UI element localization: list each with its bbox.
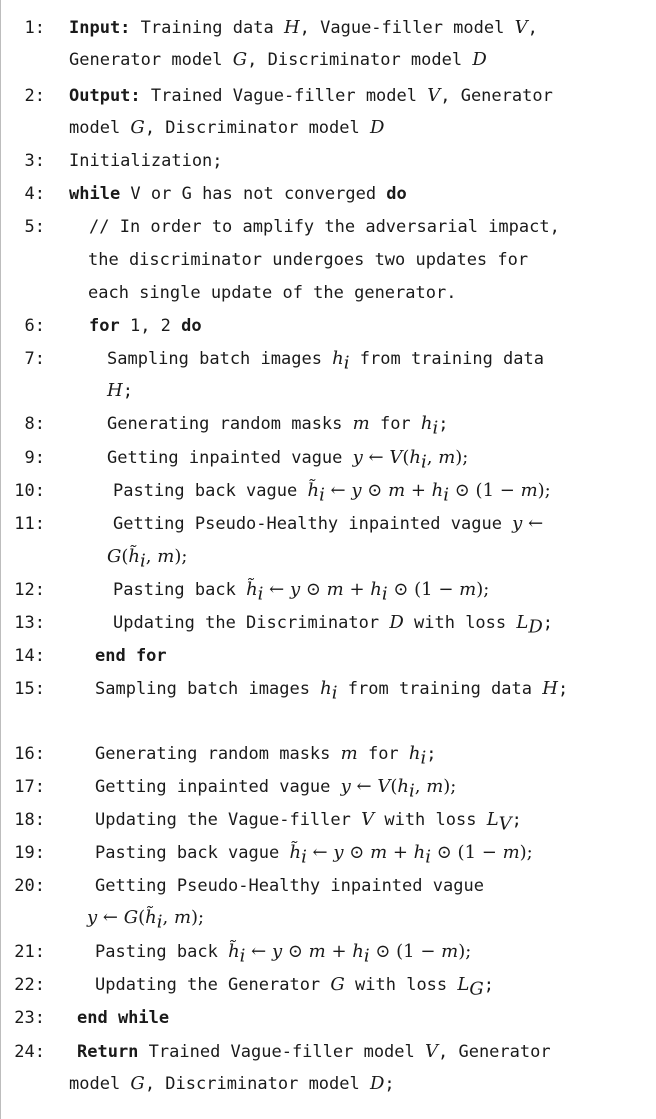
algo-line-2 — [5, 84, 652, 108]
algo-line-9 — [5, 446, 652, 474]
math-symbol: h — [320, 678, 332, 699]
algo-line-2-cont — [69, 116, 384, 140]
line-text — [69, 678, 569, 704]
line-number: 5: — [24, 217, 45, 237]
text-segment: Sampling batch images — [107, 349, 333, 369]
math-symbol: h̃ — [289, 842, 302, 863]
math-symbol: h — [409, 447, 421, 468]
algo-line-12 — [5, 578, 652, 606]
line-number: 8: — [24, 414, 45, 434]
text-segment: Trained Vague-filler model — [138, 1042, 425, 1062]
algo-line-24 — [5, 1040, 652, 1064]
text-segment: Training data — [130, 18, 284, 38]
text-segment: with loss — [403, 613, 517, 633]
math-symbol: m — [388, 480, 406, 501]
text-segment: Getting inpainted vague — [95, 777, 341, 797]
keyword: while — [69, 184, 121, 204]
math-symbol: ← — [362, 447, 390, 468]
line-text — [69, 217, 560, 237]
math-symbol: i — [156, 911, 163, 933]
line-text — [69, 447, 469, 473]
line-number: 6: — [24, 316, 45, 336]
math-symbol: h — [397, 776, 409, 797]
math-symbol: i — [432, 417, 439, 439]
math-symbol: ⊙ — [300, 579, 327, 600]
math-symbol: V — [361, 809, 375, 830]
math-symbol: V — [425, 1041, 438, 1062]
algo-line-8 — [5, 412, 652, 440]
text-segment: ; — [122, 381, 133, 401]
text-segment: from training data — [349, 349, 544, 369]
math-symbol: i — [319, 484, 325, 506]
math-symbol: i — [343, 352, 350, 374]
line-text — [69, 579, 490, 605]
math-symbol: i — [425, 846, 432, 868]
text-segment: , Discriminator model — [144, 118, 370, 138]
text-segment: ; — [511, 810, 522, 830]
math-symbol: ← — [350, 776, 378, 797]
math-symbol: m — [502, 842, 520, 863]
math-symbol: V — [427, 85, 441, 106]
line-text — [69, 612, 554, 638]
line-number: 4: — [24, 184, 45, 204]
math-symbol: y — [289, 579, 301, 600]
line-text — [69, 151, 223, 171]
math-symbol: h — [420, 413, 433, 434]
math-symbol: i — [420, 747, 427, 769]
line-text — [69, 18, 538, 38]
math-symbol: H — [107, 380, 123, 401]
text-segment: , — [527, 18, 538, 38]
line-text — [69, 348, 544, 374]
math-symbol: i — [140, 550, 146, 572]
line-number: 18: — [14, 810, 45, 830]
math-symbol: L — [486, 809, 499, 830]
text-segment: for — [357, 744, 409, 764]
math-symbol: ← — [263, 579, 290, 600]
text-segment: model — [69, 118, 131, 138]
algo-line-18 — [5, 808, 652, 836]
math-symbol: + — [387, 842, 414, 863]
algo-line-5-cont — [88, 248, 528, 272]
math-symbol: i — [331, 682, 338, 704]
algo-line-11 — [5, 512, 652, 536]
math-symbol: + — [343, 579, 371, 600]
math-symbol: h — [408, 743, 421, 764]
line-text — [69, 1042, 551, 1062]
math-symbol: ⊙ — [282, 941, 309, 962]
algo-line-19 — [5, 841, 652, 869]
line-number: 17: — [14, 777, 45, 797]
text-segment: ; — [438, 414, 449, 434]
text-segment: from training data — [337, 679, 543, 699]
math-symbol: h̃ — [228, 941, 240, 962]
algo-line-7 — [5, 347, 652, 375]
math-symbol: ⊙ (1 − — [431, 842, 503, 863]
math-symbol: ( — [402, 447, 410, 468]
text-segment: Generator model — [69, 50, 233, 70]
math-symbol: D — [369, 117, 385, 138]
math-symbol: i — [408, 780, 415, 802]
math-symbol: ( — [121, 546, 129, 567]
line-text — [69, 646, 167, 666]
line-text — [69, 974, 494, 1000]
line-text — [69, 184, 407, 204]
math-symbol: m — [441, 941, 459, 962]
math-symbol: h̃ — [246, 579, 258, 600]
text-segment: ; — [557, 679, 569, 699]
algo-line-20-cont — [87, 906, 204, 934]
math-symbol: ); — [191, 907, 205, 928]
text-segment: Pasting back — [113, 580, 247, 600]
math-symbol: y — [333, 842, 344, 863]
line-number: 2: — [24, 86, 45, 106]
text-segment: , Discriminator model — [247, 50, 473, 70]
math-symbol: , — [426, 447, 439, 468]
math-symbol: m — [438, 447, 456, 468]
math-symbol: h — [370, 579, 382, 600]
text-segment: model — [69, 1074, 131, 1094]
math-symbol: h — [413, 842, 426, 863]
algo-line-10 — [5, 479, 652, 507]
line-number: 15: — [14, 679, 45, 699]
line-number: 9: — [24, 448, 45, 468]
keyword: for — [89, 316, 120, 336]
line-number: 16: — [14, 744, 45, 764]
line-number: 20: — [14, 876, 45, 896]
text-segment: Generating random masks — [95, 744, 341, 764]
math-symbol: ); — [174, 546, 188, 567]
line-text — [69, 876, 484, 896]
math-symbol: h — [431, 480, 444, 501]
math-symbol: m — [459, 579, 477, 600]
text-segment: ; — [426, 744, 437, 764]
math-symbol: i — [301, 846, 307, 868]
math-symbol: i — [381, 583, 388, 605]
math-symbol: ⊙ (1 − — [387, 579, 460, 600]
math-symbol: G — [130, 117, 145, 138]
math-symbol: i — [420, 451, 427, 473]
line-number: 23: — [14, 1008, 45, 1028]
keyword: Return — [77, 1042, 139, 1062]
text-segment: each single update of the generator. — [88, 283, 457, 303]
math-symbol: ← — [245, 941, 272, 962]
math-symbol: ⊙ (1 − — [369, 941, 442, 962]
math-symbol: i — [257, 583, 264, 605]
algo-line-1 — [5, 16, 652, 40]
algo-line-23 — [5, 1006, 652, 1030]
math-symbol: ⊙ — [343, 842, 371, 863]
keyword: do — [386, 184, 407, 204]
text-segment: for — [369, 414, 421, 434]
algo-line-21 — [5, 940, 652, 968]
algo-line-5 — [5, 215, 652, 239]
algo-line-13 — [5, 611, 652, 639]
line-text — [69, 743, 437, 769]
math-symbol: D — [472, 49, 487, 70]
math-symbol: y — [512, 513, 523, 534]
math-symbol: D — [528, 616, 543, 638]
math-symbol: h̃ — [145, 907, 157, 928]
keyword: do — [181, 316, 202, 336]
line-number: 12: — [14, 580, 45, 600]
text-segment: , Vague-filler model — [299, 18, 515, 38]
line-text — [69, 809, 522, 835]
text-segment: 1, 2 — [119, 316, 182, 336]
math-symbol: m — [173, 907, 192, 928]
math-symbol: y — [87, 907, 98, 928]
algo-line-3 — [5, 149, 652, 173]
math-symbol: , — [145, 546, 158, 567]
keyword: Output: — [69, 86, 141, 106]
algo-line-22 — [5, 973, 652, 1001]
math-symbol: ); — [458, 941, 472, 962]
math-symbol: H — [283, 17, 300, 38]
line-text — [69, 316, 202, 336]
line-number: 21: — [14, 942, 45, 962]
algo-line-24-cont — [69, 1072, 395, 1096]
keyword: end while — [77, 1008, 170, 1028]
math-symbol: i — [239, 945, 246, 967]
math-symbol: h̃ — [128, 546, 141, 567]
line-number: 19: — [14, 843, 45, 863]
text-segment: , Generator — [438, 1042, 551, 1062]
line-number: 24: — [14, 1042, 45, 1062]
algo-line-14 — [5, 644, 652, 668]
math-symbol: y — [352, 447, 363, 468]
math-symbol: G — [469, 978, 484, 1000]
algo-line-17 — [5, 775, 652, 803]
math-symbol: G — [130, 1073, 145, 1094]
algo-line-15 — [5, 677, 652, 705]
keyword: end for — [95, 646, 167, 666]
algo-line-7-cont — [107, 379, 133, 403]
text-segment: , Generator — [440, 86, 553, 106]
math-symbol: L — [457, 974, 470, 995]
line-number: 7: — [24, 349, 45, 369]
math-symbol: m — [308, 941, 326, 962]
math-symbol: m — [370, 842, 388, 863]
text-segment: ; — [483, 975, 494, 995]
text-segment: , Discriminator model — [144, 1074, 370, 1094]
line-text — [69, 514, 543, 534]
line-text — [69, 842, 533, 868]
math-symbol: L — [516, 612, 529, 633]
text-segment: Updating the Discriminator — [113, 613, 390, 633]
algo-line-5-cont2 — [88, 281, 456, 305]
line-number: 22: — [14, 975, 45, 995]
math-symbol: D — [369, 1073, 385, 1094]
line-text — [69, 776, 457, 802]
math-symbol: h — [352, 941, 364, 962]
algo-line-20 — [5, 874, 652, 898]
math-symbol: + — [325, 941, 353, 962]
algo-line-4 — [5, 182, 652, 206]
math-symbol: G — [107, 546, 122, 567]
math-symbol: m — [352, 413, 370, 434]
math-symbol: i — [443, 484, 450, 506]
math-symbol: ); — [455, 447, 469, 468]
line-text — [69, 941, 472, 967]
line-text — [69, 413, 449, 439]
text-segment: Initialization; — [69, 151, 223, 171]
math-symbol: V — [389, 447, 403, 468]
math-symbol: H — [542, 678, 558, 699]
math-symbol: ); — [519, 842, 533, 863]
math-symbol: ); — [443, 776, 457, 797]
math-symbol: ( — [390, 776, 398, 797]
math-symbol: m — [426, 776, 444, 797]
text-segment: with loss — [374, 810, 487, 830]
algo-line-16 — [5, 742, 652, 770]
text-segment: with loss — [344, 975, 458, 995]
math-symbol: G — [123, 907, 139, 928]
text-segment: Updating the Generator — [95, 975, 331, 995]
algo-line-11-cont — [107, 545, 187, 573]
math-symbol: y — [340, 776, 351, 797]
algo-line-1-cont — [69, 48, 487, 72]
math-symbol: ); — [476, 579, 490, 600]
text-segment: ; — [384, 1074, 395, 1094]
math-symbol: m — [520, 480, 538, 501]
text-segment: the discriminator undergoes two updates for — [88, 250, 529, 270]
math-symbol: h — [332, 348, 344, 369]
line-number: 3: — [24, 151, 45, 171]
text-segment: Generating random masks — [107, 414, 353, 434]
text-segment: ; — [542, 613, 554, 633]
math-symbol: , — [162, 907, 174, 928]
math-symbol: ( — [138, 907, 146, 928]
text-segment: Pasting back — [95, 942, 229, 962]
math-symbol: ← — [522, 513, 544, 534]
text-segment: Sampling batch images — [95, 679, 321, 699]
math-symbol: D — [389, 612, 404, 633]
math-symbol: G — [232, 49, 248, 70]
math-symbol: m — [340, 743, 358, 764]
math-symbol: ⊙ — [361, 480, 389, 501]
text-segment: Pasting back vague — [113, 481, 308, 501]
math-symbol: h̃ — [307, 480, 320, 501]
text-segment: Updating the Vague-filler — [95, 810, 362, 830]
line-text — [69, 1008, 169, 1028]
math-symbol: i — [363, 945, 370, 967]
math-symbol: ⊙ (1 − — [449, 480, 521, 501]
math-symbol: ← — [324, 480, 352, 501]
text-segment: // In order to amplify the adversarial impact, — [89, 217, 560, 237]
algo-line-6 — [5, 314, 652, 338]
line-number: 10: — [14, 481, 45, 501]
text-segment: Pasting back vague — [95, 843, 290, 863]
math-symbol: m — [326, 579, 344, 600]
line-text — [69, 480, 551, 506]
math-symbol: y — [271, 941, 283, 962]
text-segment: Getting Pseudo-Healthy inpainted vague — [113, 514, 513, 534]
math-symbol: ← — [306, 842, 334, 863]
text-segment: Getting inpainted vague — [107, 448, 353, 468]
line-number: 13: — [14, 613, 45, 633]
text-segment: V or G has not converged — [120, 184, 387, 204]
line-number: 11: — [14, 514, 45, 534]
math-symbol: y — [351, 480, 362, 501]
math-symbol: V — [498, 813, 512, 835]
math-symbol: m — [157, 546, 175, 567]
text-segment: Trained Vague-filler model — [140, 86, 428, 106]
text-segment: Getting Pseudo-Healthy inpainted vague — [95, 876, 484, 896]
math-symbol: ); — [537, 480, 551, 501]
math-symbol: V — [377, 776, 391, 797]
math-symbol: , — [414, 776, 427, 797]
line-text — [69, 86, 553, 106]
line-number: 14: — [14, 646, 45, 666]
math-symbol: V — [514, 17, 528, 38]
math-symbol: G — [330, 974, 345, 995]
keyword: Input: — [69, 18, 131, 38]
math-symbol: ← — [97, 907, 124, 928]
math-symbol: + — [405, 480, 432, 501]
line-number: 1: — [24, 18, 45, 38]
